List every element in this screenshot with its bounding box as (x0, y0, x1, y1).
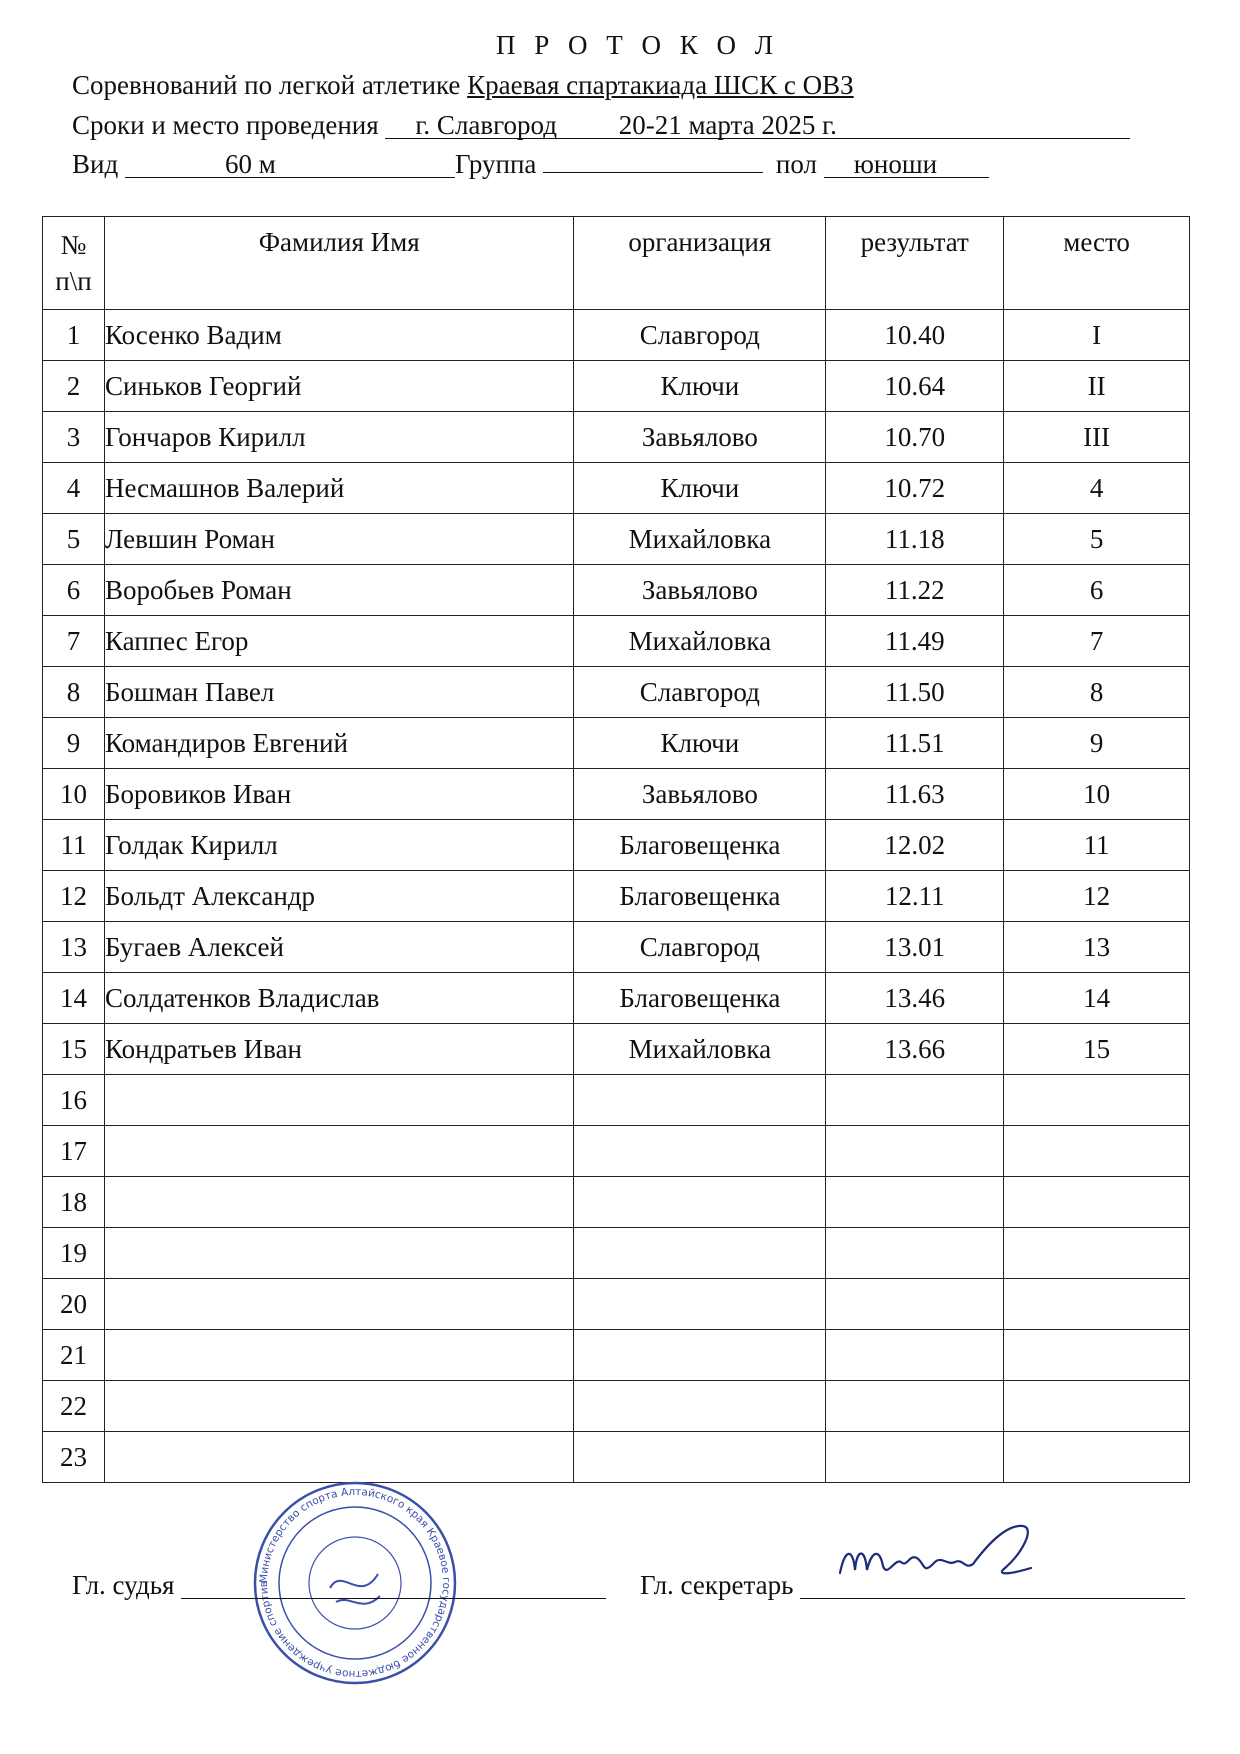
cell-name: Бугаев Алексей (104, 922, 573, 973)
cell-name (104, 1432, 573, 1483)
cell-name (104, 1381, 573, 1432)
cell-place (1004, 1075, 1190, 1126)
cell-organization: Ключи (574, 361, 826, 412)
cell-name: Командиров Евгений (104, 718, 573, 769)
cell-result: 11.18 (826, 514, 1004, 565)
cell-name: Голдак Кирилл (104, 820, 573, 871)
judge-signature-fill (181, 1572, 606, 1599)
cell-result: 10.72 (826, 463, 1004, 514)
cell-organization: Завьялово (574, 769, 826, 820)
table-row (43, 1177, 1190, 1228)
column-header-name: Фамилия Имя (104, 217, 573, 310)
cell-place: II (1004, 361, 1190, 412)
cell-organization: Михайловка (574, 514, 826, 565)
competition-label: Соревнований по легкой атлетике (72, 70, 461, 100)
cell-place: 4 (1004, 463, 1190, 514)
cell-place: 10 (1004, 769, 1190, 820)
cell-place: 13 (1004, 922, 1190, 973)
cell-organization: Благовещенка (574, 820, 826, 871)
cell-number: 14 (43, 973, 105, 1024)
cell-name (104, 1279, 573, 1330)
cell-place (1004, 1126, 1190, 1177)
cell-organization: Ключи (574, 463, 826, 514)
cell-name: Бошман Павел (104, 667, 573, 718)
cell-result: 13.66 (826, 1024, 1004, 1075)
table-row (43, 412, 1190, 463)
cell-result: 11.50 (826, 667, 1004, 718)
table-row (43, 1432, 1190, 1483)
cell-result: 12.02 (826, 820, 1004, 871)
cell-place: 12 (1004, 871, 1190, 922)
group-label: Группа (454, 149, 537, 179)
cell-number: 15 (43, 1024, 105, 1075)
cell-result (826, 1228, 1004, 1279)
table-row (43, 616, 1190, 667)
sex-label: пол (775, 149, 817, 179)
sex-value: юноши (853, 149, 938, 179)
cell-name: Солдатенков Владислав (104, 973, 573, 1024)
event-label: Вид (72, 149, 119, 179)
cell-number: 11 (43, 820, 105, 871)
cell-place: 11 (1004, 820, 1190, 871)
cell-result: 13.46 (826, 973, 1004, 1024)
cell-number: 10 (43, 769, 105, 820)
event-place: г. Славгород (415, 110, 558, 140)
judge-line (72, 1570, 606, 1601)
cell-organization: Михайловка (574, 1024, 826, 1075)
cell-number: 3 (43, 412, 105, 463)
cell-number: 12 (43, 871, 105, 922)
cell-organization: Завьялово (574, 412, 826, 463)
table-row (43, 1330, 1190, 1381)
event-fill (125, 151, 455, 178)
event-dates: 20-21 марта 2025 г. (618, 110, 837, 140)
cell-place (1004, 1381, 1190, 1432)
cell-name: Несмашнов Валерий (104, 463, 573, 514)
table-row (43, 514, 1190, 565)
cell-organization: Славгород (574, 310, 826, 361)
cell-organization (574, 1381, 826, 1432)
competition-name: Краевая спартакиада ШСК с ОВЗ (467, 70, 854, 100)
cell-name: Синьков Георгий (104, 361, 573, 412)
cell-number: 17 (43, 1126, 105, 1177)
secretary-signature (835, 1518, 1045, 1593)
table-row (43, 1024, 1190, 1075)
cell-number: 23 (43, 1432, 105, 1483)
cell-place: 7 (1004, 616, 1190, 667)
cell-result: 11.51 (826, 718, 1004, 769)
cell-organization (574, 1432, 826, 1483)
competition-line (72, 70, 854, 101)
cell-number: 22 (43, 1381, 105, 1432)
table-row (43, 769, 1190, 820)
cell-number: 19 (43, 1228, 105, 1279)
cell-number: 8 (43, 667, 105, 718)
cell-organization: Михайловка (574, 616, 826, 667)
cell-name: Гончаров Кирилл (104, 412, 573, 463)
cell-organization (574, 1177, 826, 1228)
results-table (42, 216, 1190, 1483)
cell-result (826, 1075, 1004, 1126)
cell-result (826, 1381, 1004, 1432)
cell-result (826, 1330, 1004, 1381)
table-row (43, 820, 1190, 871)
cell-organization (574, 1330, 826, 1381)
cell-place (1004, 1432, 1190, 1483)
cell-number: 5 (43, 514, 105, 565)
cell-organization (574, 1075, 826, 1126)
table-row (43, 1075, 1190, 1126)
cell-number: 18 (43, 1177, 105, 1228)
table-row (43, 361, 1190, 412)
cell-place: 9 (1004, 718, 1190, 769)
cell-result: 10.70 (826, 412, 1004, 463)
cell-name: Косенко Вадим (104, 310, 573, 361)
cell-organization: Завьялово (574, 565, 826, 616)
cell-name (104, 1177, 573, 1228)
table-row (43, 1381, 1190, 1432)
cell-name (104, 1075, 573, 1126)
cell-number: 2 (43, 361, 105, 412)
column-header-result: результат (826, 217, 1004, 310)
column-header-organization: организация (574, 217, 826, 310)
column-header-number: № п\п (43, 217, 105, 310)
cell-result: 11.22 (826, 565, 1004, 616)
table-header-row (43, 217, 1190, 310)
cell-place: 8 (1004, 667, 1190, 718)
column-header-place: место (1004, 217, 1190, 310)
cell-name: Каппес Егор (104, 616, 573, 667)
cell-place (1004, 1177, 1190, 1228)
cell-name (104, 1126, 573, 1177)
table-row (43, 973, 1190, 1024)
cell-organization (574, 1228, 826, 1279)
cell-name (104, 1228, 573, 1279)
table-row (43, 463, 1190, 514)
cell-organization (574, 1126, 826, 1177)
cell-place: 14 (1004, 973, 1190, 1024)
cell-result: 13.01 (826, 922, 1004, 973)
cell-organization (574, 1279, 826, 1330)
table-row (43, 1126, 1190, 1177)
cell-place (1004, 1228, 1190, 1279)
table-row (43, 565, 1190, 616)
cell-place: I (1004, 310, 1190, 361)
table-row (43, 1228, 1190, 1279)
table-row (43, 871, 1190, 922)
cell-number: 4 (43, 463, 105, 514)
stamp-text: Министерство спорта Алтайского края Краевое государственное бюджетное учреждение спортив (257, 1485, 453, 1681)
group-fill (543, 172, 763, 173)
cell-organization: Ключи (574, 718, 826, 769)
cell-name: Боровиков Иван (104, 769, 573, 820)
cell-result (826, 1279, 1004, 1330)
cell-result (826, 1126, 1004, 1177)
cell-number: 16 (43, 1075, 105, 1126)
cell-result: 12.11 (826, 871, 1004, 922)
table-row (43, 667, 1190, 718)
cell-number: 6 (43, 565, 105, 616)
dates-fill (385, 112, 1130, 139)
cell-place: 5 (1004, 514, 1190, 565)
cell-name: Больдт Александр (104, 871, 573, 922)
cell-place: 6 (1004, 565, 1190, 616)
dates-line (72, 110, 1130, 141)
cell-number: 20 (43, 1279, 105, 1330)
cell-number: 9 (43, 718, 105, 769)
cell-result: 11.63 (826, 769, 1004, 820)
cell-place: 15 (1004, 1024, 1190, 1075)
cell-name: Левшин Роман (104, 514, 573, 565)
handwritten-signature-icon (835, 1518, 1045, 1588)
table-row (43, 718, 1190, 769)
document-title: П Р О Т О К О Л (495, 30, 780, 60)
cell-organization: Благовещенка (574, 871, 826, 922)
event-line (72, 149, 989, 180)
table-row (43, 310, 1190, 361)
cell-result (826, 1177, 1004, 1228)
cell-result: 10.40 (826, 310, 1004, 361)
cell-number: 21 (43, 1330, 105, 1381)
cell-number: 7 (43, 616, 105, 667)
cell-name (104, 1330, 573, 1381)
secretary-label: Гл. секретарь (640, 1570, 794, 1600)
cell-organization: Благовещенка (574, 973, 826, 1024)
cell-result: 11.49 (826, 616, 1004, 667)
cell-organization: Славгород (574, 667, 826, 718)
table-row (43, 1279, 1190, 1330)
cell-place: III (1004, 412, 1190, 463)
cell-number: 1 (43, 310, 105, 361)
cell-number: 13 (43, 922, 105, 973)
cell-result (826, 1432, 1004, 1483)
dates-label: Сроки и место проведения (72, 110, 379, 140)
sex-fill (824, 151, 989, 178)
cell-name: Кондратьев Иван (104, 1024, 573, 1075)
cell-place (1004, 1279, 1190, 1330)
event-value: 60 м (224, 149, 276, 179)
table-row (43, 922, 1190, 973)
cell-place (1004, 1330, 1190, 1381)
cell-result: 10.64 (826, 361, 1004, 412)
judge-label: Гл. судья (72, 1570, 175, 1600)
cell-organization: Славгород (574, 922, 826, 973)
cell-name: Воробьев Роман (104, 565, 573, 616)
